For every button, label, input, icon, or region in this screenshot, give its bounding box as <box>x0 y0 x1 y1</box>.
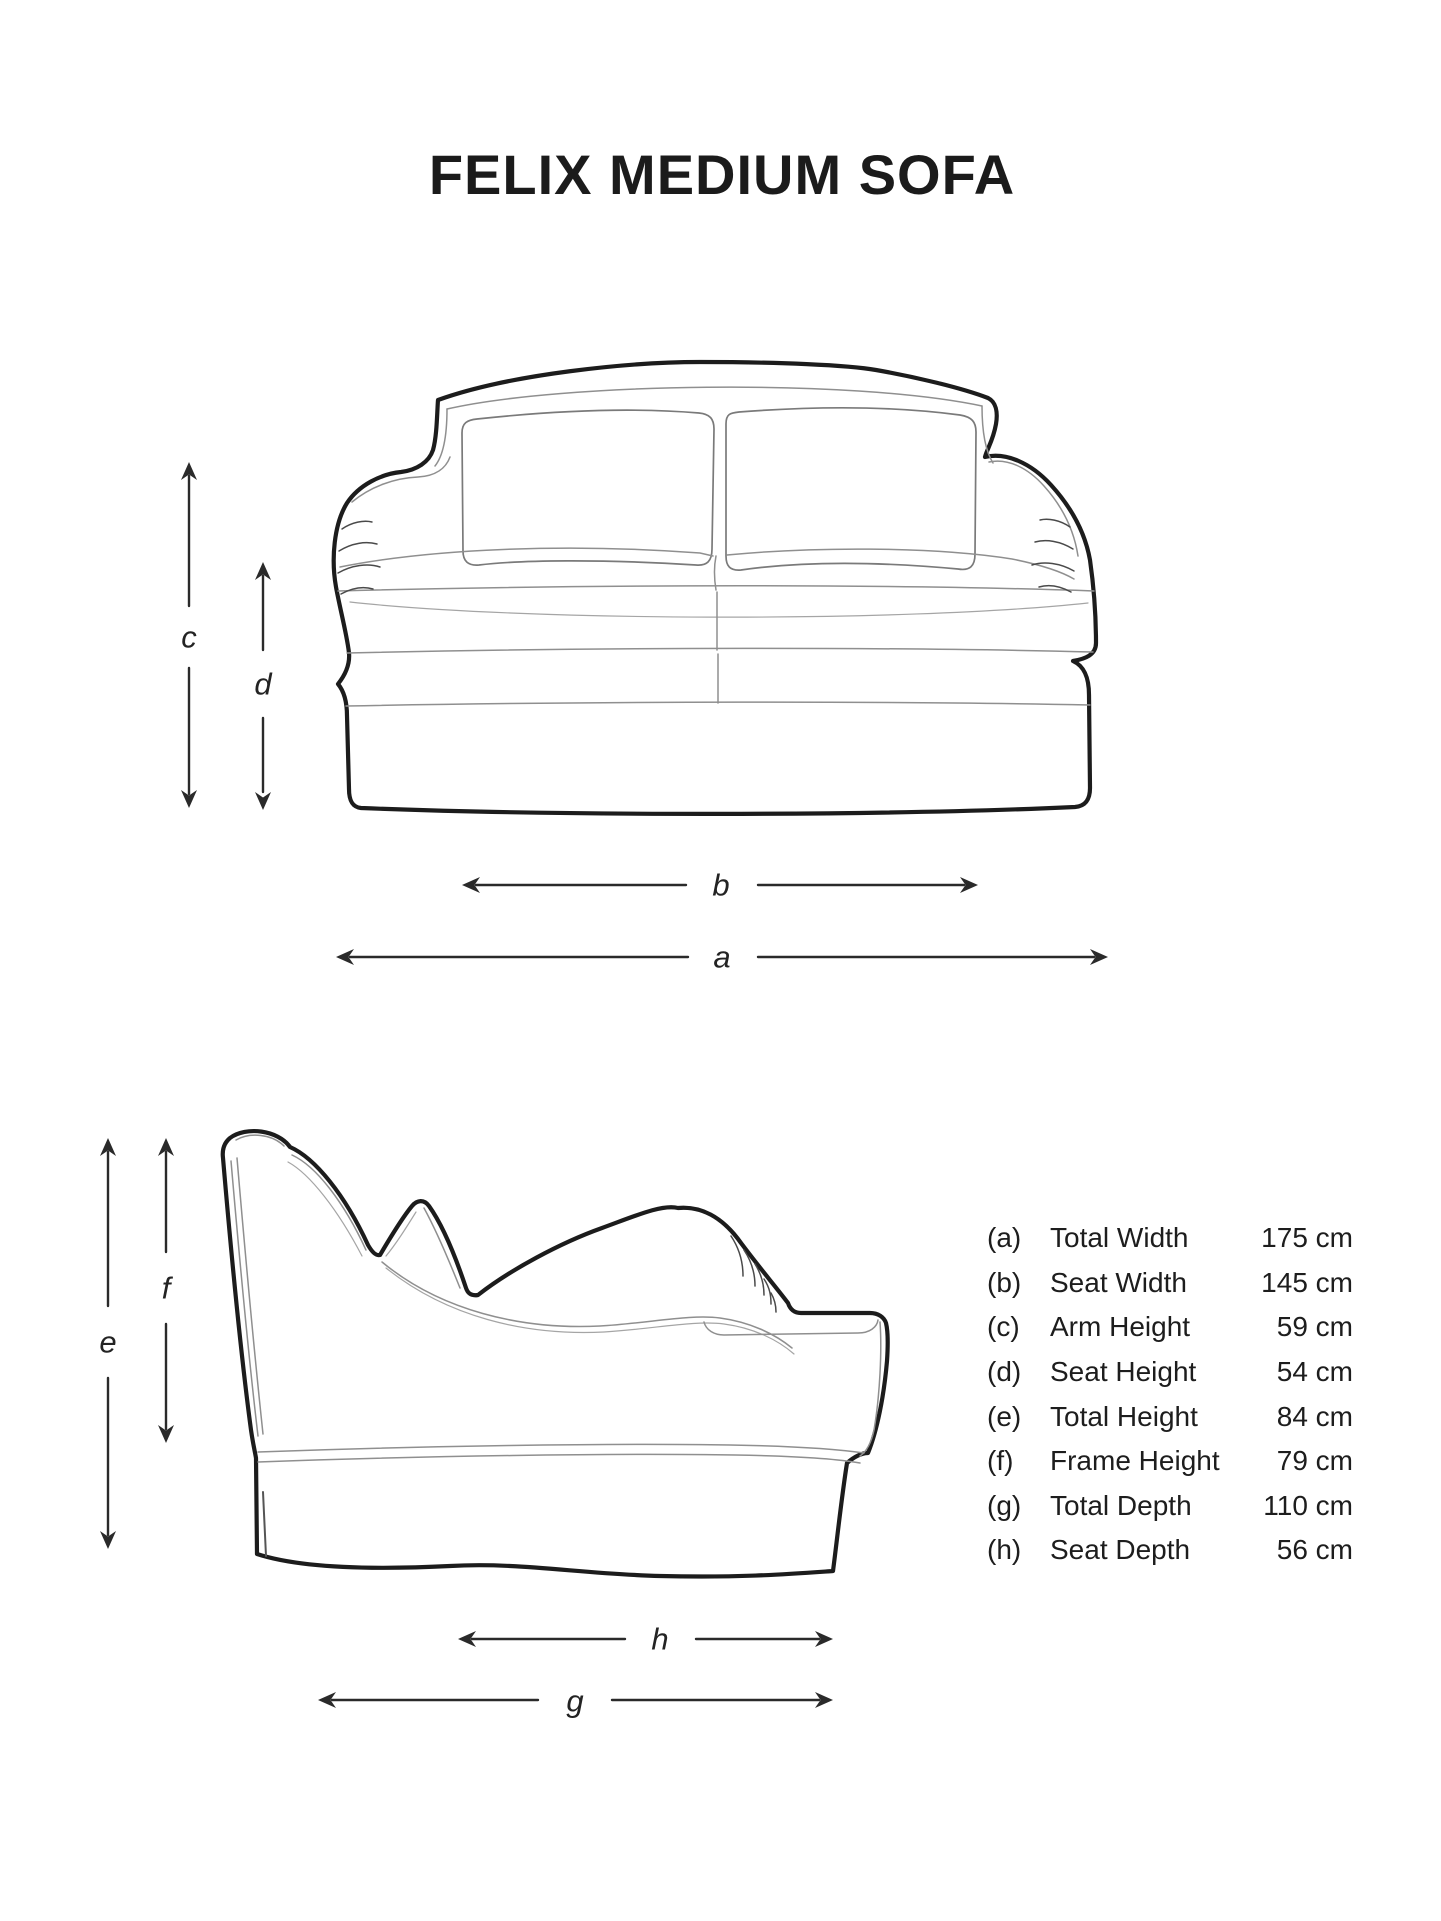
dim-name: Total Height <box>1050 1400 1198 1432</box>
dim-name: Frame Height <box>1050 1445 1220 1477</box>
dim-value: 56 cm <box>1276 1534 1353 1566</box>
dim-name: Total Width <box>1050 1222 1189 1254</box>
table-row <box>987 1439 1353 1484</box>
dim-label-c: c <box>181 619 197 655</box>
dim-key: (d) <box>987 1356 1022 1388</box>
dim-value: 175 cm <box>1261 1222 1353 1254</box>
dim-value: 59 cm <box>1276 1311 1353 1343</box>
dim-value: 145 cm <box>1261 1266 1353 1298</box>
dim-name: Seat Height <box>1050 1356 1197 1388</box>
dim-label-g: g <box>566 1683 584 1719</box>
table-row <box>987 1484 1353 1529</box>
dim-key: (b) <box>987 1266 1022 1298</box>
dim-key: (g) <box>987 1489 1022 1521</box>
dim-key: (c) <box>987 1311 1020 1343</box>
dim-value: 110 cm <box>1263 1489 1353 1521</box>
dim-name: Seat Depth <box>1050 1534 1191 1566</box>
table-row <box>987 1394 1353 1439</box>
dim-key: (e) <box>987 1400 1022 1432</box>
dim-value: 54 cm <box>1276 1356 1353 1388</box>
dim-label-h: h <box>651 1621 669 1657</box>
dim-label-a: a <box>713 939 731 975</box>
table-row <box>987 1261 1353 1306</box>
table-row <box>987 1305 1353 1350</box>
dim-label-b: b <box>712 867 730 903</box>
front-view-drawing <box>334 362 1096 814</box>
dim-value: 84 cm <box>1276 1400 1353 1432</box>
dim-name: Total Depth <box>1050 1489 1192 1521</box>
dim-label-e: e <box>99 1324 117 1360</box>
dim-arrow-h <box>458 1631 833 1647</box>
dim-label-d: d <box>254 666 272 702</box>
table-row <box>987 1216 1353 1261</box>
dim-label-f: f <box>161 1270 171 1306</box>
dim-key: (f) <box>987 1445 1014 1477</box>
dim-name: Seat Width <box>1050 1266 1187 1298</box>
dim-key: (h) <box>987 1534 1022 1566</box>
table-row <box>987 1528 1353 1573</box>
dim-name: Arm Height <box>1050 1311 1191 1343</box>
table-row <box>987 1350 1353 1395</box>
page-title: FELIX MEDIUM SOFA <box>428 142 1016 206</box>
dim-value: 79 cm <box>1276 1445 1353 1477</box>
side-view-drawing <box>223 1131 888 1576</box>
dim-key: (a) <box>987 1222 1022 1254</box>
dimensions-table <box>987 1216 1353 1573</box>
